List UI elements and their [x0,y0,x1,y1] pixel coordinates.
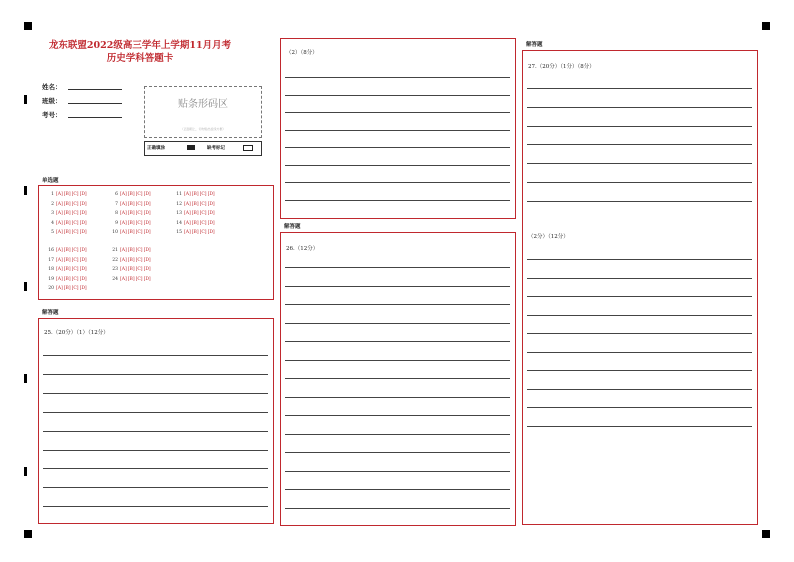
mc-question-number: 7 [115,201,118,207]
answer-line [527,407,752,408]
mc-question-number: 23 [112,267,118,273]
mc-option-bubble[interactable]: [C] [135,276,143,282]
answer-line [285,112,510,113]
mc-question-number: 3 [51,211,54,217]
timing-mark [24,282,27,291]
mc-option-bubble[interactable]: [B] [63,230,71,236]
answer-line [43,450,268,451]
mc-section-label: 单选题 [42,178,59,184]
mc-option-bubble[interactable]: [C] [71,276,79,282]
answer-line [285,341,510,342]
mc-option-bubble[interactable]: [D] [143,220,151,226]
mc-question-number: 14 [176,220,182,226]
mc-option-bubble[interactable]: [D] [143,230,151,236]
mc-question-number: 15 [176,230,182,236]
timing-mark [24,95,27,104]
answer-line [285,471,510,472]
mc-option-bubble[interactable]: [A] [56,286,63,292]
answer-line [527,278,752,279]
mc-option-bubble[interactable]: [A] [56,267,63,273]
class-label: 班级： [42,97,62,105]
mc-question-row [173,192,216,197]
mc-option-bubble[interactable]: [B] [127,192,135,197]
answer-line [285,415,510,416]
mc-question-number: 8 [115,211,118,217]
mc-question-number: 22 [112,257,118,263]
correct-fill-label: 正确填涂 [147,146,165,151]
mc-option-bubble[interactable]: [D] [79,267,87,273]
answer-line [527,315,752,316]
mc-question-row [45,248,88,253]
mc-question-row [45,286,88,291]
mc-option-bubble[interactable]: [C] [71,192,79,197]
mc-option-bubble[interactable]: [A] [184,201,191,207]
mc-option-bubble[interactable]: [D] [79,201,87,207]
mc-option-bubble[interactable]: [B] [127,248,135,253]
mc-option-bubble[interactable]: [B] [63,267,71,273]
mc-option-bubble[interactable]: [D] [207,230,215,236]
mc-option-bubble[interactable]: [C] [71,201,79,207]
answer-line [285,397,510,398]
mc-option-bubble[interactable]: [D] [79,276,87,282]
mc-question-number: 13 [176,211,182,217]
mc-option-bubble[interactable]: [D] [143,192,151,197]
mc-option-bubble[interactable]: [A] [120,201,127,207]
mc-option-bubble[interactable]: [C] [135,211,143,217]
mc-option-bubble[interactable]: [A] [120,267,127,273]
mc-option-bubble[interactable]: [C] [71,211,79,217]
mc-option-bubble[interactable]: [B] [127,201,135,207]
answer-line [527,182,752,183]
mc-option-bubble[interactable]: [C] [71,220,79,226]
mc-option-bubble[interactable]: [A] [120,220,127,226]
mc-question-row [109,221,152,226]
mc-question-number: 2 [51,201,54,207]
answer-line [527,370,752,371]
filled-box-icon [187,145,195,150]
registration-mark-top-left [24,22,32,30]
mc-option-bubble[interactable]: [B] [191,192,199,197]
mc-option-bubble[interactable]: [B] [63,192,71,197]
mc-option-bubble[interactable]: [A] [184,220,191,226]
mc-option-bubble[interactable]: [B] [63,211,71,217]
mc-option-bubble[interactable]: [C] [199,211,207,217]
mc-question-row [45,211,88,216]
answer-line [285,508,510,509]
mc-question-number: 6 [115,192,118,197]
mc-option-bubble[interactable]: [B] [191,211,199,217]
mc-option-bubble[interactable]: [D] [143,248,151,253]
mc-option-bubble[interactable]: [A] [120,192,127,197]
timing-mark [24,374,27,383]
q26-section-label: 解答题 [284,224,301,230]
mc-question-row [173,211,216,216]
mc-option-bubble[interactable]: [C] [135,192,143,197]
mc-option-bubble[interactable]: [A] [120,211,127,217]
mc-option-bubble[interactable]: [C] [135,230,143,236]
mc-option-bubble[interactable]: [D] [79,220,87,226]
mc-question-number: 17 [48,257,54,263]
mc-option-bubble[interactable]: [D] [79,286,87,292]
answer-line [285,200,510,201]
mc-option-bubble[interactable]: [A] [184,230,191,236]
mc-question-row [45,277,88,282]
answer-line [285,323,510,324]
q27-heading: 27.（20分）（1分）（8分） [528,64,595,70]
answer-line [285,267,510,268]
mc-option-bubble[interactable]: [D] [143,211,151,217]
answer-line [43,355,268,356]
mc-option-bubble[interactable]: [A] [120,248,127,253]
mc-option-bubble[interactable]: [A] [120,230,127,236]
mc-option-bubble[interactable]: [B] [63,248,71,253]
q25-part2-answer-box[interactable] [280,38,516,219]
barcode-note: （正面朝上，切勿贴出虚线方框） [180,127,226,131]
registration-mark-bottom-left [24,530,32,538]
mc-option-bubble[interactable]: [D] [143,276,151,282]
title-line-1: 龙东联盟2022级高三学年上学期11月月考 [48,40,232,51]
mc-option-bubble[interactable]: [B] [127,276,135,282]
mc-question-number: 20 [48,286,54,292]
mc-option-bubble[interactable]: [C] [71,267,79,273]
answer-line [285,95,510,96]
mc-question-row [109,277,152,282]
mc-option-bubble[interactable]: [C] [135,201,143,207]
answer-line [285,130,510,131]
mc-question-number: 11 [176,192,182,197]
mc-question-row [109,267,152,272]
mc-option-bubble[interactable]: [B] [127,230,135,236]
mc-option-bubble[interactable]: [A] [56,211,63,217]
answer-line [527,296,752,297]
page-title [0,39,280,65]
mc-question-number: 1 [51,192,54,197]
mc-option-bubble[interactable]: [A] [56,230,63,236]
mc-option-bubble[interactable]: [B] [127,267,135,273]
mc-question-row [109,202,152,207]
mc-question-number: 10 [112,230,118,236]
mc-option-bubble[interactable]: [D] [207,192,215,197]
mc-option-bubble[interactable]: [D] [79,230,87,236]
registration-mark-top-right [762,22,770,30]
answer-line [527,144,752,145]
answer-line [285,147,510,148]
answer-line [43,506,268,507]
mc-option-bubble[interactable]: [A] [56,201,63,207]
answer-line [43,374,268,375]
name-label: 姓名： [42,83,62,91]
exam-number-field[interactable] [68,117,122,118]
answer-line [527,426,752,427]
mc-question-row [45,258,88,263]
registration-mark-bottom-right [762,530,770,538]
answer-line [527,389,752,390]
q25-part2-heading: （2）（8分） [286,50,318,56]
mc-option-bubble[interactable]: [A] [56,192,63,197]
mc-option-bubble[interactable]: [D] [143,257,151,263]
answer-line [43,412,268,413]
mc-question-row [45,230,88,235]
mc-question-row [45,221,88,226]
mc-option-bubble[interactable]: [C] [199,230,207,236]
answer-line [285,452,510,453]
mc-question-row [109,258,152,263]
mc-option-bubble[interactable]: [A] [184,211,191,217]
title-line-2: 历史学科答题卡 [106,53,174,64]
answer-line [285,304,510,305]
q27-answer-box[interactable] [522,50,758,525]
answer-line [527,88,752,89]
mc-option-bubble[interactable]: [A] [56,257,63,263]
mc-option-bubble[interactable]: [A] [56,248,63,253]
mc-question-row [173,202,216,207]
answer-line [527,201,752,202]
mc-option-bubble[interactable]: [B] [63,257,71,263]
mc-option-bubble[interactable]: [D] [143,267,151,273]
answer-line [527,259,752,260]
mc-question-row [45,267,88,272]
answer-line [527,352,752,353]
mc-question-number: 24 [112,276,118,282]
answer-line [285,182,510,183]
mc-option-bubble[interactable]: [C] [135,220,143,226]
q25-section-label: 解答题 [42,310,59,316]
mc-option-bubble[interactable]: [C] [135,248,143,253]
mc-option-bubble[interactable]: [B] [63,286,71,292]
answer-line [527,163,752,164]
mc-option-bubble[interactable]: [A] [56,276,63,282]
mc-option-bubble[interactable]: [B] [63,201,71,207]
mc-question-row [109,230,152,235]
barcode-area [144,86,262,138]
name-field[interactable] [68,89,122,90]
q25-answer-box[interactable] [38,318,274,524]
mc-option-bubble[interactable]: [D] [207,211,215,217]
mc-option-bubble[interactable]: [B] [127,220,135,226]
timing-mark [24,467,27,476]
absent-mark-label: 缺考标记 [207,146,225,151]
answer-line [43,487,268,488]
answer-line [285,378,510,379]
mc-question-number: 12 [176,201,182,207]
answer-line [527,333,752,334]
answer-line [527,126,752,127]
mc-option-bubble[interactable]: [B] [191,230,199,236]
fill-legend [144,141,262,156]
mc-question-number: 19 [48,276,54,282]
q26-answer-box[interactable] [280,232,516,526]
mc-question-number: 18 [48,267,54,273]
mc-option-bubble[interactable]: [C] [71,248,79,253]
answer-line [285,434,510,435]
mc-option-bubble[interactable]: [B] [63,220,71,226]
mc-question-row [109,248,152,253]
answer-line [285,165,510,166]
mc-option-bubble[interactable]: [D] [207,201,215,207]
answer-line [285,286,510,287]
mc-option-bubble[interactable]: [D] [143,201,151,207]
mc-option-bubble[interactable]: [B] [191,220,199,226]
mc-question-row [45,192,88,197]
mc-option-bubble[interactable]: [C] [199,192,207,197]
mc-option-bubble[interactable]: [D] [79,211,87,217]
mc-question-number: 21 [112,248,118,253]
mc-option-bubble[interactable]: [A] [184,192,191,197]
mc-option-bubble[interactable]: [D] [79,248,87,253]
answer-line [43,431,268,432]
class-field[interactable] [68,103,122,104]
mc-question-row [173,221,216,226]
timing-mark [24,186,27,195]
mc-option-bubble[interactable]: [C] [71,257,79,263]
mc-option-bubble[interactable]: [B] [127,211,135,217]
answer-line [285,360,510,361]
barcode-title: 贴条形码区 [178,99,228,110]
mc-option-bubble[interactable]: [C] [199,201,207,207]
mc-option-bubble[interactable]: [D] [79,192,87,197]
mc-question-row [45,202,88,207]
q25-heading: 25.（20分）（1）（12分） [44,330,109,336]
mc-option-bubble[interactable]: [C] [135,257,143,263]
mc-option-bubble[interactable]: [B] [191,201,199,207]
mc-question-number: 5 [51,230,54,236]
mc-option-bubble[interactable]: [B] [127,257,135,263]
mc-option-bubble[interactable]: [D] [79,257,87,263]
exam-number-label: 考号： [42,111,62,119]
mc-question-number: 16 [48,248,54,253]
mc-option-bubble[interactable]: [A] [120,276,127,282]
answer-line [285,77,510,78]
mc-option-bubble[interactable]: [C] [135,267,143,273]
mc-question-number: 4 [51,220,54,226]
absent-mark-checkbox[interactable] [243,145,253,151]
mc-option-bubble[interactable]: [D] [207,220,215,226]
q26-heading: 26.（12分） [286,246,319,252]
answer-line [43,393,268,394]
mc-option-bubble[interactable]: [C] [71,286,79,292]
mc-question-row [109,211,152,216]
mc-question-number: 9 [115,220,118,226]
mc-answer-box [38,185,274,300]
answer-line [285,489,510,490]
q27-section-label: 解答题 [526,42,543,48]
answer-line [43,468,268,469]
q27-part2-heading: （2分）（12分） [528,234,569,240]
answer-line [527,107,752,108]
mc-option-bubble[interactable]: [B] [63,276,71,282]
mc-option-bubble[interactable]: [C] [71,230,79,236]
mc-option-bubble[interactable]: [A] [120,257,127,263]
mc-question-row [173,230,216,235]
mc-option-bubble[interactable]: [C] [199,220,207,226]
mc-option-bubble[interactable]: [A] [56,220,63,226]
mc-question-row [109,192,152,197]
